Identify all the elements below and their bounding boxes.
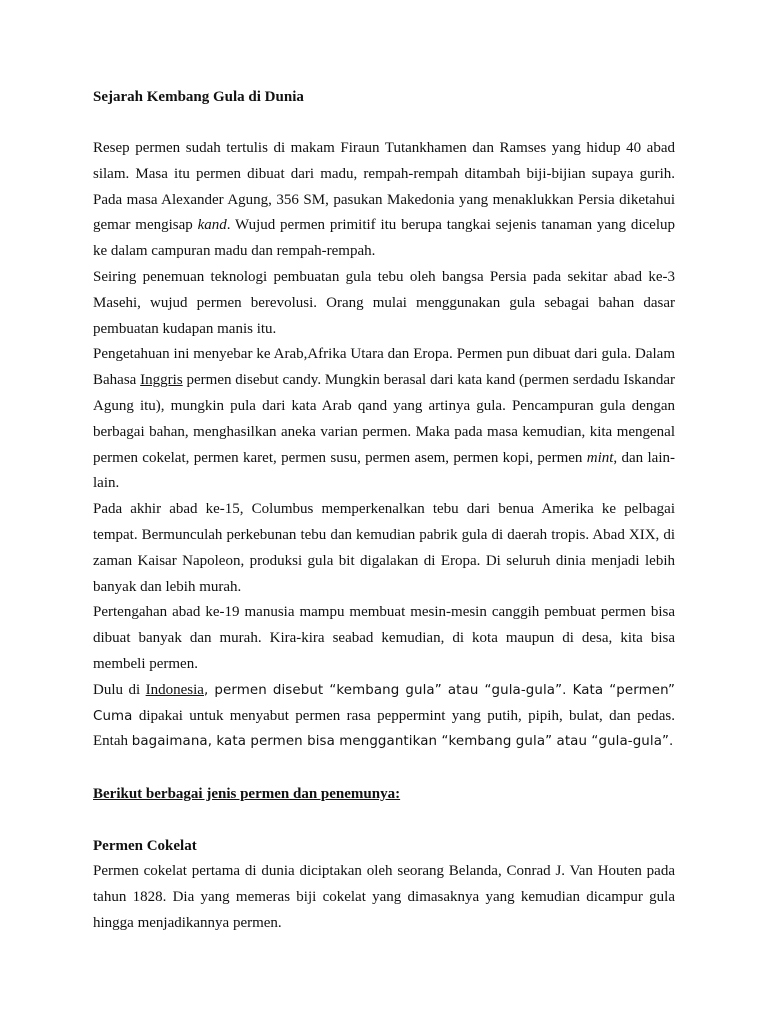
paragraph-6-text-b: , permen disebut “kembang gula” atau “gula-gula”. Kata “permen” Cuma [93,682,675,724]
section-body: Permen cokelat pertama di dunia diciptakan oleh seorang Belanda, Conrad J. Van Houten pada tahun 1828. Dia yang memeras biji cokelat yang dimasaknya yang kemudian dicampur gula hingga menjadikannya permen. [93,863,675,931]
paragraph-5: Pertengahan abad ke-19 manusia mampu membuat mesin-mesin canggih pembuat permen bisa dibuat banyak dan murah. Kira-kira seabad kemudian, di kota maupun di desa, kita bisa membeli permen. [93,604,675,672]
paragraph-6 [93,678,675,755]
paragraph-6-text-c: dipakai untuk menyabut permen rasa peppermint yang putih, pipih, bulat, dan pedas. Entah [93,707,675,750]
list-heading: Berikut berbagai jenis permen dan penemunya: [93,786,401,803]
paragraph-1-text-a: Resep permen sudah tertulis di makam Firaun Tutankhamen dan Ramses yang hidup 40 abad silam. Masa itu permen dibuat dari madu, rempah-rempah ditambah biji-bijian supaya gurih. Pada masa Alexander Agung, 356 SM, pasukan Makedonia yang menaklukkan Persia diketahui gemar mengisap [93,140,675,234]
paragraph-3-text-a: Pengetahuan ini menyebar ke Arab,Afrika Utara dan Eropa. Permen pun dibuat dari gula. Dalam Bahasa [93,346,675,389]
paragraph-3-text-c: , dan lain-lain. [93,449,675,492]
paragraph-6-text-a: Dulu di [93,681,146,698]
link-indonesia[interactable]: Indonesia [145,681,204,698]
paragraph-2: Seiring penemuan teknologi pembuatan gula tebu oleh bangsa Persia pada sekitar abad ke-3 Masehi, wujud permen berevolusi. Orang mulai menggunakan gula sebagai bahan dasar pembuatan kudapan manis itu. [93,268,675,337]
paragraph-1-text-b: . Wujud permen primitif itu berupa tangkai sejenis tanaman yang dicelup ke dalam campuran madu dan rempah-rempah. [93,217,676,260]
paragraph-3-italic-word: mint [586,449,614,466]
document-title: Sejarah Kembang Gula di Dunia [93,89,304,105]
paragraph-6-text-d: bagaimana, kata permen bisa menggantikan “kembang gula” atau “gula-gula”. [131,734,674,750]
paragraph-4: Pada akhir abad ke-15, Columbus memperkenalkan tebu dari benua Amerika ke pelbagai tempat. Bermunculah perkebunan tebu dan kemudian pabrik gula di daerah tropis. Abad XIX, di zaman Kaisar Napoleon, produksi gula bit digalakan di Eropa. Di seluruh dinia menjadi lebih banyak dan lebih murah. [93,501,675,595]
link-inggris[interactable]: Inggris [140,372,183,389]
paragraph-3-text-b: permen disebut candy. Mungkin berasal dari kata kand (permen serdadu Iskandar Agung itu), mungkin pula dari kata Arab qand yang artinya gula. Pencampuran gula dengan berbagai bahan, menghasilkan aneka varian permen. Maka pada masa kemudian, kita mengenal permen cokelat, permen karet, permen susu, permen asem, permen kopi, permen [93,372,675,466]
section-heading: Permen Cokelat [93,838,197,855]
paragraph-1-italic-word: kand [197,217,227,234]
paragraph-1 [93,136,675,265]
paragraph-3 [93,342,675,497]
